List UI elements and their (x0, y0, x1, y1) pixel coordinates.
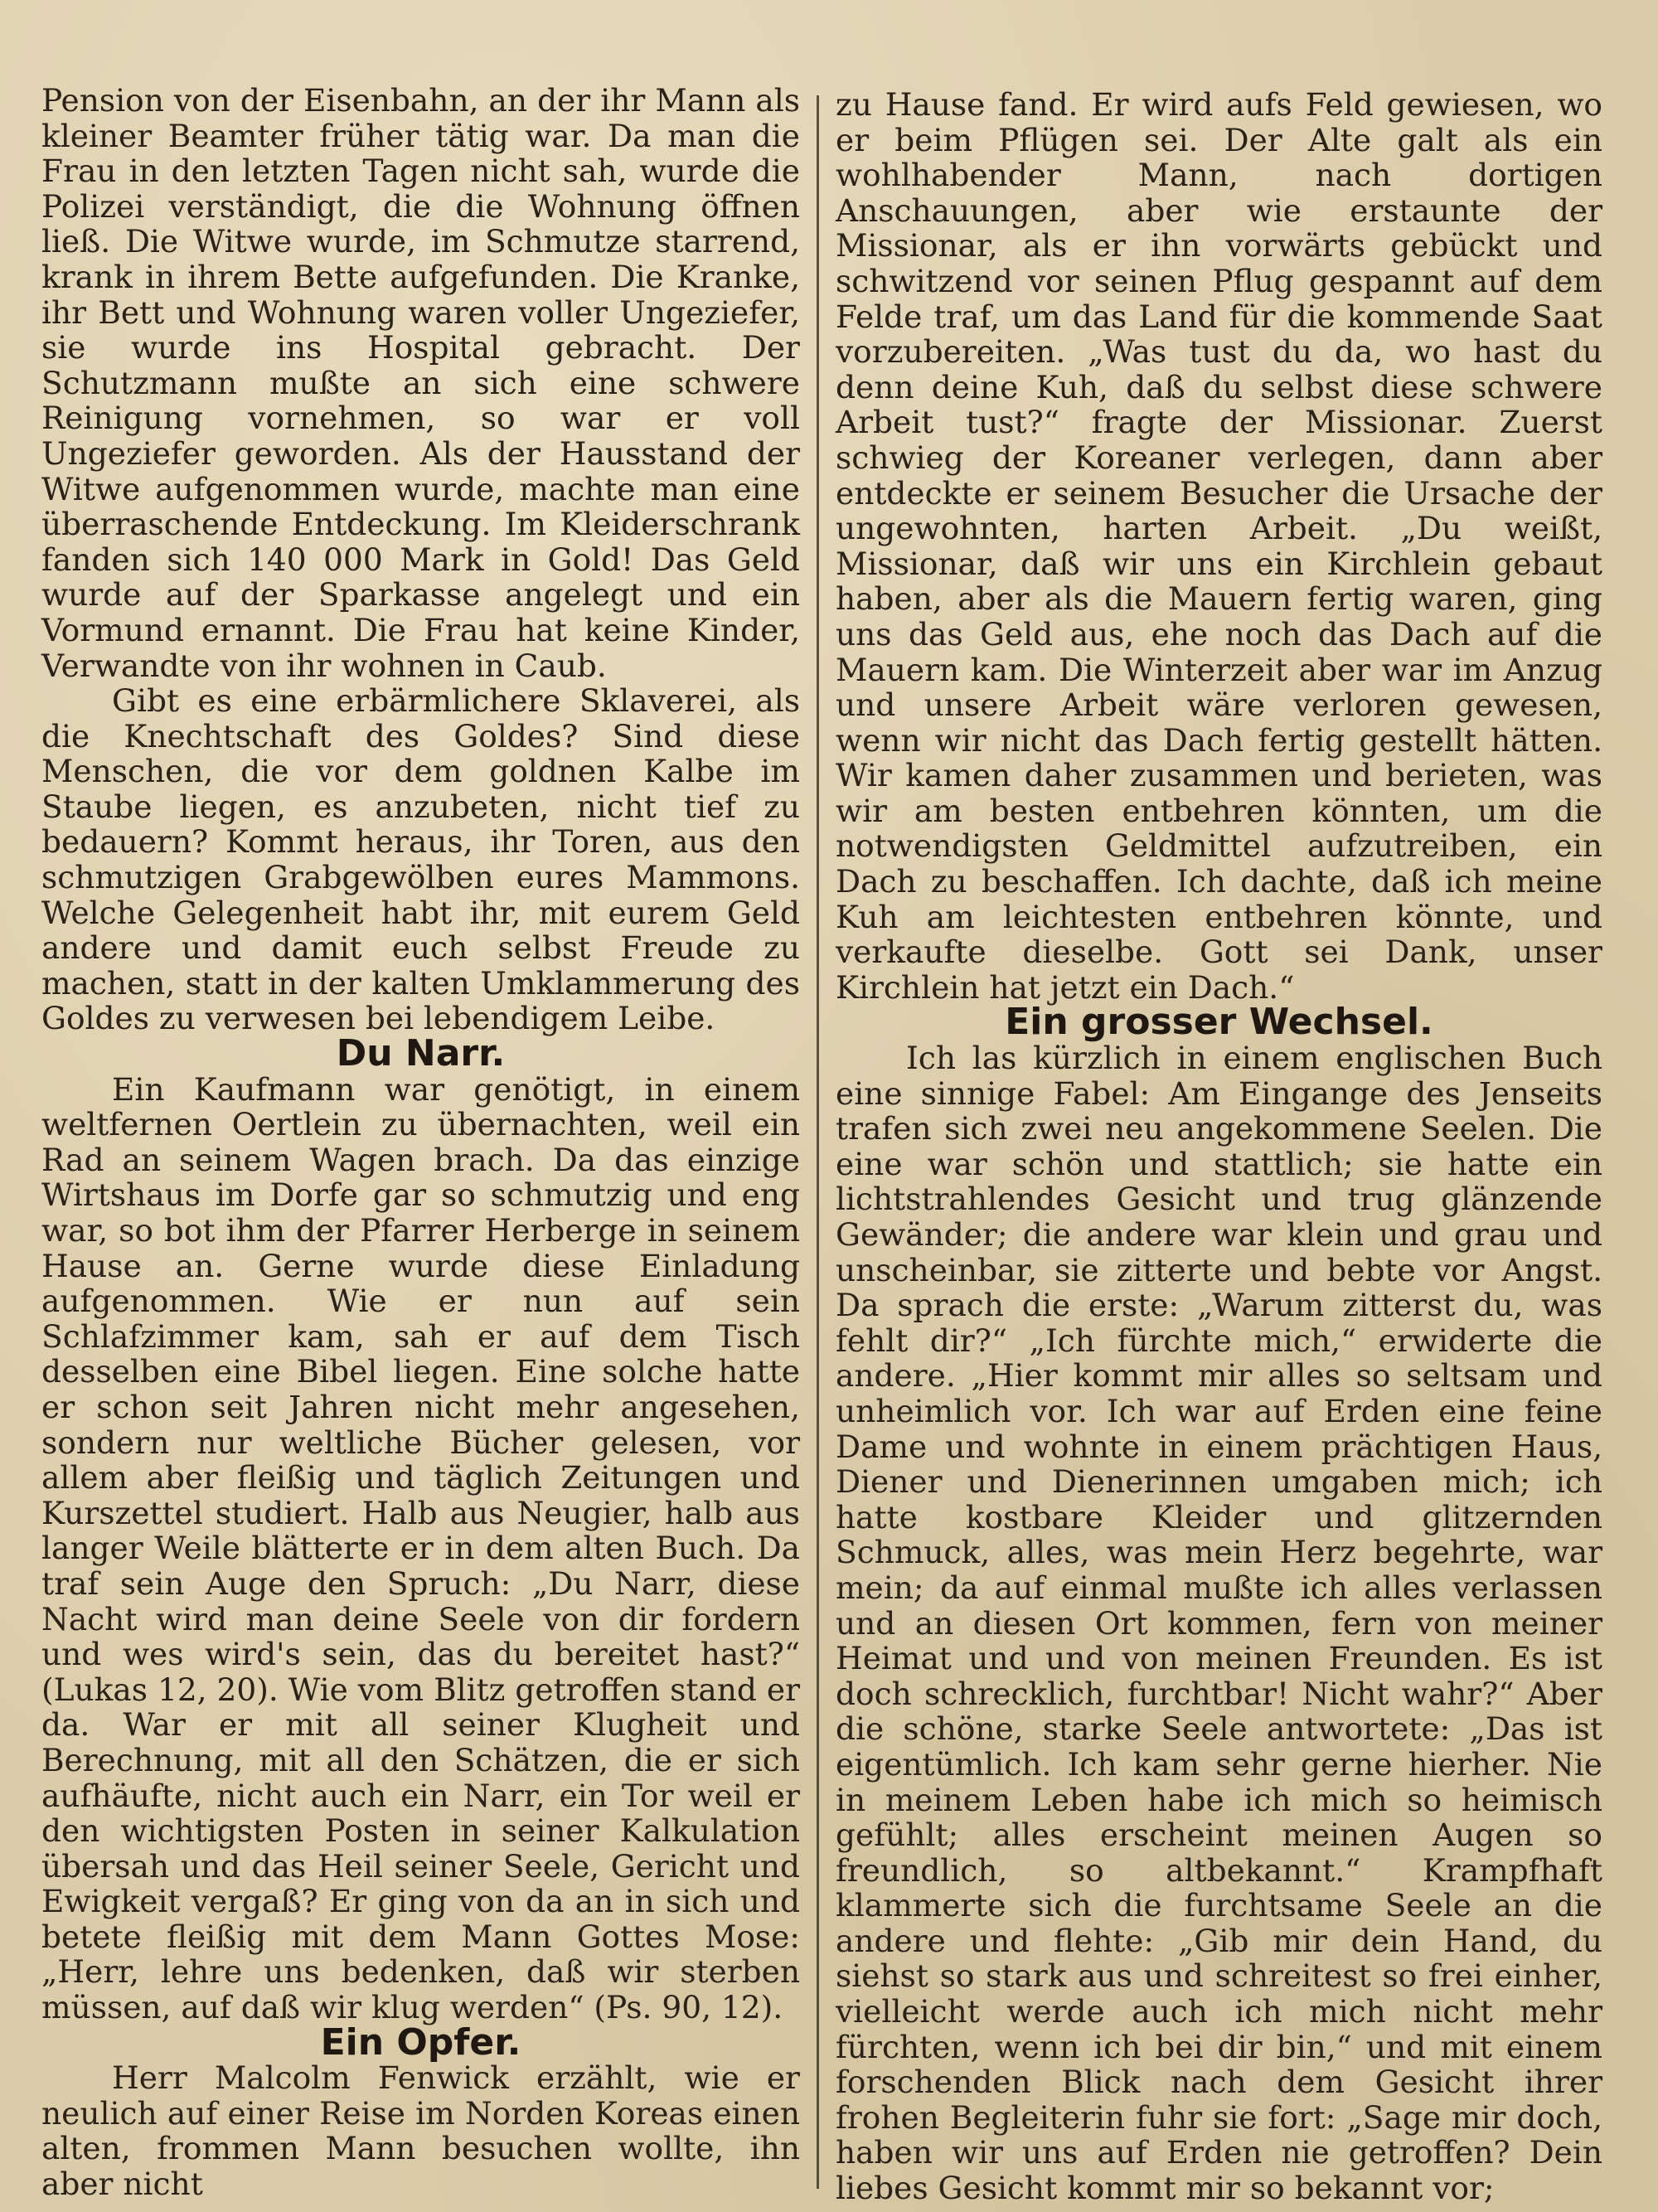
paragraph-sklaverei: Gibt es eine erbärmlichere Sklaverei, als die Knechtschaft des Goldes? Sind diese Menschen, die vor dem goldnen Kalbe im Staube liegen, es anzubeten, nicht tief zu bedauern? Kommt heraus, ihr Toren, aus den schmutzigen Grabgewölben eures Mammons. Welche Gelegenheit habt ihr, mit eurem Geld andere und damit euch selbst Freude zu machen, statt in der kalten Umklammerung des Goldes zu verwesen bei lebendigem Leibe. (41, 682, 800, 1037)
paragraph-fenwick: Herr Malcolm Fenwick erzählt, wie er neulich auf einer Reise im Norden Koreas einen alten, frommen Mann besuchen wollte, ihn aber nicht (41, 2059, 800, 2203)
paragraph-kaufmann: Ein Kaufmann war genötigt, in einem weltfernen Oertlein zu übernachten, weil ein Rad an seinem Wagen brach. Da das einzige Wirtshaus im Dorfe gar so schmutzig und eng war, so bot ihm der Pfarrer Herberge in seinem Hause an. Gerne wurde diese Einladung aufgenommen. Wie er nun auf sein Schlafzimmer kam, sah er auf dem Tisch desselben eine Bibel liegen. Eine solche hatte er schon seit Jahren nicht mehr angesehen, sondern nur weltliche Bücher gelesen, vor allem aber fleißig und täglich Zeitungen und Kurszettel studiert. Halb aus Neugier, halb aus langer Weile blätterte er in dem alten Buch. Da traf sein Auge den Spruch: „Du Narr, diese Nacht wird man deine Seele von dir fordern und wes wird's sein, das du bereitet hast?“ (Lukas 12, 20). Wie vom Blitz getroffen stand er da. War er mit all seiner Klugheit und Berechnung, mit all den Schätzen, die er sich aufhäufte, nicht auch ein Narr, ein Tor weil er den wichtigsten Posten in seiner Kalkulation übersah und das Heil seiner Seele, Gericht und Ewigkeit vergaß? Er ging von da an in sich und betete fleißig mit dem Mann Gottes Mose: „Herr, lehre uns bedenken, daß wir sterben müssen, auf daß wir klug werden“ (Ps. 90, 12). (41, 1070, 800, 2026)
paragraph-koreaner: zu Hause fand. Er wird aufs Feld gewiesen, wo er beim Pflügen sei. Der Alte galt als ein wohlhabender Mann, nach dortigen Anschauungen, aber wie erstaunte der Missionar, als er ihn vorwärts gebückt und schwitzend vor seinen Pflug gespannt auf dem Felde traf, um das Land für die kommende Saat vorzubereiten. „Was tust du da, wo hast du denn deine Kuh, daß du selbst diese schwere Arbeit tust?“ fragte der Missionar. Zuerst schwieg der Koreaner verlegen, dann aber entdeckte er seinem Besucher die Ursache der ungewohnten, harten Arbeit. „Du weißt, Missionar, daß wir uns ein Kirchlein gebaut haben, aber als die Mauern fertig waren, ging uns das Geld aus, ehe noch das Dach auf die Mauern kam. Die Winterzeit aber war im Anzug und unsere Arbeit wäre verloren gewesen, wenn wir nicht das Dach fertig gestellt hätten. Wir kamen daher zusammen und berieten, was wir am besten entbehren könnten, um die notwendigsten Geldmittel aufzutreiben, ein Dach zu beschaffen. Ich dachte, daß ich meine Kuh am leichtesten entbehren könnte, und verkaufte dieselbe. Gott sei Dank, unser Kirchlein hat jetzt ein Dach.“ (836, 86, 1602, 1006)
right-column (836, 87, 1602, 2206)
left-column (41, 83, 800, 2202)
heading-du-narr: Du Narr. (336, 1032, 506, 1075)
heading-ein-grosser-wechsel: Ein grosser Wechsel. (1005, 1001, 1433, 1044)
column-divider (817, 95, 819, 2189)
paragraph-fabel: Ich las kürzlich in einem englischen Buch eine sinnige Fabel: Am Eingange des Jenseits trafen sich zwei neu angekommene Seelen. Die eine war schön und stattlich; sie hatte ein lichtstrahlendes Gesicht und trug glänzende Gewänder; die andere war klein und grau und unscheinbar, sie zitterte und bebte vor Angst. Da sprach die erste: „Warum zitterst du, was fehlt dir?“ „Ich fürchte mich,“ erwiderte die andere. „Hier kommt mir alles so seltsam und unheimlich vor. Ich war auf Erden eine feine Dame und wohnte in einem prächtigen Haus, Diener und Dienerinnen umgaben mich; ich hatte kostbare Kleider und glitzernden Schmuck, alles, was mein Herz begehrte, war mein; da auf einmal mußte ich alles verlassen und an diesen Ort kommen, fern von meiner Heimat und und von meinen Freunden. Es ist doch schrecklich, furchtbar! Nicht wahr?“ Aber die schöne, starke Seele antwortete: „Das ist eigentümlich. Ich kam sehr gerne hierher. Nie in meinem Leben habe ich mich so heimisch gefühlt; alles erscheint meinen Augen so freundlich, so altbekannt.“ Krampfhaft klammerte sich die furchtsame Seele an die andere und flehte: „Gib mir dein Hand, du siehst so stark aus und schreitest so frei einher, vielleicht werde auch ich mich nicht mehr fürchten, wenn ich bei dir bin,“ und mit einem forschenden Blick nach dem Gesicht ihrer frohen Begleiterin fuhr sie fort: „Sage mir doch, haben wir uns auf Erden nie getroffen? Dein liebes Gesicht kommt mir so bekannt vor; (836, 1040, 1602, 2207)
paragraph-pension: Pension von der Eisenbahn, an der ihr Mann als kleiner Beamter früher tätig war. Da man die Frau in den letzten Tagen nicht sah, wurde die Polizei verständigt, die die Wohnung öffnen ließ. Die Witwe wurde, im Schmutze starrend, krank in ihrem Bette aufgefunden. Die Kranke, ihr Bett und Wohnung waren voller Ungeziefer, sie wurde ins Hospital gebracht. Der Schutzmann mußte an sich eine schwere Reinigung vornehmen, so war er voll Ungeziefer geworden. Als der Hausstand der Witwe aufgenommen wurde, machte man eine überraschende Entdeckung. Im Kleiderschrank fanden sich 140 000 Mark in Gold! Das Geld wurde auf der Sparkasse angelegt und ein Vormund ernannt. Die Frau hat keine Kinder, Verwandte von ihr wohnen in Caub. (41, 82, 800, 684)
heading-ein-opfer: Ein Opfer. (320, 2020, 521, 2064)
